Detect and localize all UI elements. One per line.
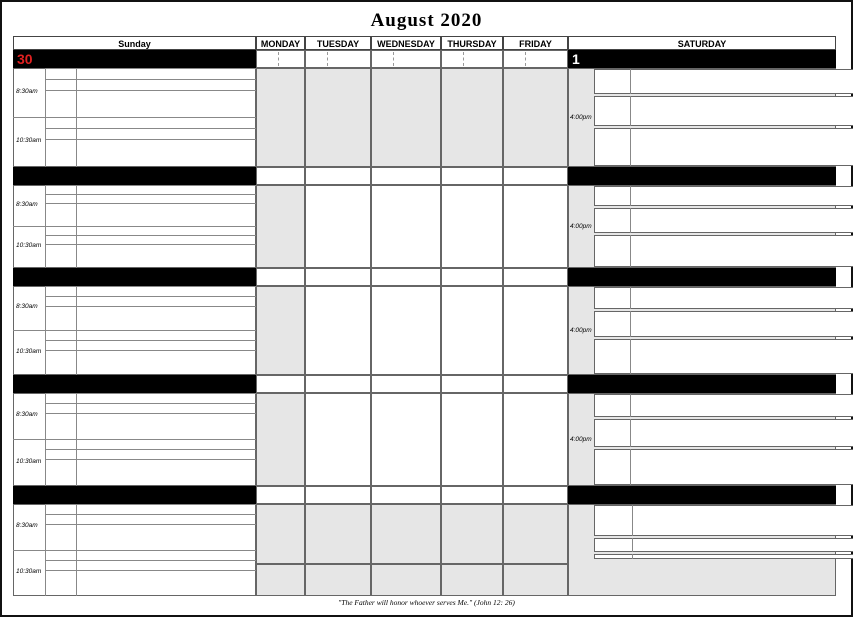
mass-time: 8:30am bbox=[16, 200, 38, 208]
row-line bbox=[13, 117, 256, 118]
sunday-bar bbox=[13, 486, 256, 504]
weekday-cell bbox=[305, 393, 371, 486]
mass-time: 8:30am bbox=[16, 522, 38, 529]
dash-line bbox=[278, 52, 279, 66]
row-line bbox=[13, 439, 256, 440]
col-line bbox=[45, 330, 46, 375]
mass-time: 8:30am bbox=[16, 303, 38, 310]
sat-row bbox=[594, 339, 853, 374]
sat-row bbox=[594, 419, 853, 447]
weekday-cell bbox=[441, 185, 503, 268]
mass-time: 10:30am bbox=[16, 457, 42, 465]
col-line bbox=[45, 226, 46, 268]
day-header-cell bbox=[503, 486, 568, 504]
row-line bbox=[13, 330, 256, 331]
weekday-cell bbox=[371, 286, 441, 375]
weekday-cell bbox=[305, 185, 371, 268]
day-header: Sunday bbox=[13, 36, 256, 50]
weekday-cell bbox=[503, 286, 568, 375]
day-header: FRIDAY bbox=[503, 36, 568, 50]
weekday-cell bbox=[305, 564, 371, 596]
weekday-cell bbox=[503, 393, 568, 486]
day-header-cell bbox=[305, 50, 371, 68]
calendar-grid bbox=[13, 36, 836, 596]
col-line bbox=[45, 68, 46, 117]
dash-line bbox=[327, 52, 328, 66]
weekday-cell bbox=[371, 504, 441, 564]
saturday-bar bbox=[568, 375, 836, 393]
day-header-cell bbox=[256, 167, 305, 185]
col-line bbox=[76, 330, 77, 375]
footer-quote: "The Father will honor whoever serves Me." (John 12: 26) bbox=[338, 598, 515, 607]
saturday-bar bbox=[568, 268, 836, 286]
col-line bbox=[45, 286, 46, 330]
mass-time: 4:00pm bbox=[570, 222, 592, 230]
weekday-cell bbox=[371, 393, 441, 486]
weekday-cell bbox=[441, 393, 503, 486]
day-header-cell bbox=[256, 268, 305, 286]
col-line bbox=[45, 439, 46, 486]
day-header-cell bbox=[256, 486, 305, 504]
day-header-cell bbox=[441, 375, 503, 393]
weekday-cell bbox=[371, 68, 441, 167]
day-header-cell bbox=[305, 375, 371, 393]
day-header-cell bbox=[441, 486, 503, 504]
day-header: TUESDAY bbox=[305, 36, 371, 50]
weekday-cell bbox=[441, 504, 503, 564]
col-line bbox=[76, 504, 77, 550]
mass-time: 10:30am bbox=[16, 242, 42, 249]
mass-time: 4:00pm bbox=[570, 113, 592, 121]
weekday-cell bbox=[256, 286, 305, 375]
row-line bbox=[13, 226, 256, 227]
dash-line bbox=[463, 52, 464, 66]
day-header-cell bbox=[441, 167, 503, 185]
col-line bbox=[630, 208, 631, 233]
sat-row bbox=[594, 128, 853, 166]
col-line bbox=[632, 505, 633, 536]
mass-time: 10:30am bbox=[16, 137, 42, 144]
sat-row bbox=[594, 311, 853, 337]
mass-time: 10:30am bbox=[16, 568, 42, 575]
mass-time: 8:30am bbox=[16, 87, 38, 95]
col-line bbox=[76, 185, 77, 226]
sat-row bbox=[594, 235, 853, 267]
col-line bbox=[632, 538, 633, 552]
mass-time: 4:00pm bbox=[570, 435, 592, 443]
col-line bbox=[45, 393, 46, 439]
weekday-cell bbox=[503, 504, 568, 564]
sat-row bbox=[594, 394, 853, 417]
sat-row bbox=[594, 96, 853, 126]
weekday-cell bbox=[256, 504, 305, 564]
day-header-cell bbox=[305, 486, 371, 504]
mass-time: 10:30am bbox=[16, 347, 42, 355]
day-header-cell bbox=[256, 50, 305, 68]
col-line bbox=[630, 311, 631, 337]
day-header-cell bbox=[503, 50, 568, 68]
day-header-cell bbox=[371, 375, 441, 393]
dash-line bbox=[393, 52, 394, 66]
day-header: MONDAY bbox=[256, 36, 305, 50]
day-header-cell bbox=[256, 375, 305, 393]
sat-row bbox=[594, 208, 853, 233]
sat-row bbox=[594, 186, 853, 206]
weekday-cell bbox=[503, 185, 568, 268]
weekday-cell bbox=[305, 68, 371, 167]
day-header: THURSDAY bbox=[441, 36, 503, 50]
col-line bbox=[630, 394, 631, 417]
weekday-cell bbox=[503, 564, 568, 596]
weekday-cell bbox=[441, 564, 503, 596]
col-line bbox=[76, 439, 77, 486]
weekday-cell bbox=[305, 504, 371, 564]
mass-time: 4:00pm bbox=[570, 326, 592, 334]
col-line bbox=[45, 185, 46, 226]
row-line bbox=[13, 550, 256, 551]
col-line bbox=[630, 235, 631, 267]
sat-row bbox=[594, 287, 853, 309]
sat-row bbox=[594, 69, 853, 94]
col-line bbox=[630, 419, 631, 447]
col-line bbox=[45, 550, 46, 596]
day-header-cell bbox=[441, 268, 503, 286]
col-line bbox=[630, 287, 631, 309]
weekday-cell bbox=[441, 286, 503, 375]
day-header: WEDNESDAY bbox=[371, 36, 441, 50]
saturday-bar bbox=[568, 486, 836, 504]
col-line bbox=[632, 554, 633, 559]
day-header-cell bbox=[503, 268, 568, 286]
sat-row bbox=[594, 449, 853, 485]
col-line bbox=[76, 286, 77, 330]
dash-line bbox=[525, 52, 526, 66]
mass-time: 8:30am bbox=[16, 411, 38, 418]
sunday-bar bbox=[13, 375, 256, 393]
saturday-bar: 1 bbox=[568, 50, 836, 68]
weekday-cell bbox=[371, 564, 441, 596]
col-line bbox=[630, 449, 631, 485]
day-header-cell bbox=[441, 50, 503, 68]
weekday-cell bbox=[256, 68, 305, 167]
day-header-cell bbox=[503, 375, 568, 393]
col-line bbox=[45, 504, 46, 550]
day-header-cell bbox=[305, 268, 371, 286]
col-line bbox=[630, 186, 631, 206]
weekday-cell bbox=[371, 185, 441, 268]
day-header-cell bbox=[305, 167, 371, 185]
col-line bbox=[76, 117, 77, 167]
col-line bbox=[630, 96, 631, 126]
day-header-cell bbox=[371, 268, 441, 286]
col-line bbox=[630, 339, 631, 374]
calendar-title: August 2020 bbox=[370, 10, 483, 31]
col-line bbox=[630, 69, 631, 94]
sunday-bar bbox=[13, 167, 256, 185]
day-header-cell bbox=[371, 486, 441, 504]
col-line bbox=[76, 68, 77, 117]
saturday-bar bbox=[568, 167, 836, 185]
sunday-bar bbox=[13, 268, 256, 286]
weekday-cell bbox=[305, 286, 371, 375]
weekday-cell bbox=[256, 185, 305, 268]
weekday-cell bbox=[256, 393, 305, 486]
col-line bbox=[45, 117, 46, 167]
day-header: SATURDAY bbox=[568, 36, 836, 50]
sunday-bar: 30 bbox=[13, 50, 256, 68]
day-header-cell bbox=[371, 167, 441, 185]
col-line bbox=[76, 226, 77, 268]
weekday-cell bbox=[503, 68, 568, 167]
col-line bbox=[76, 393, 77, 439]
weekday-cell bbox=[256, 564, 305, 596]
col-line bbox=[76, 550, 77, 596]
col-line bbox=[630, 128, 631, 166]
day-header-cell bbox=[503, 167, 568, 185]
weekday-cell bbox=[441, 68, 503, 167]
day-header-cell bbox=[371, 50, 441, 68]
